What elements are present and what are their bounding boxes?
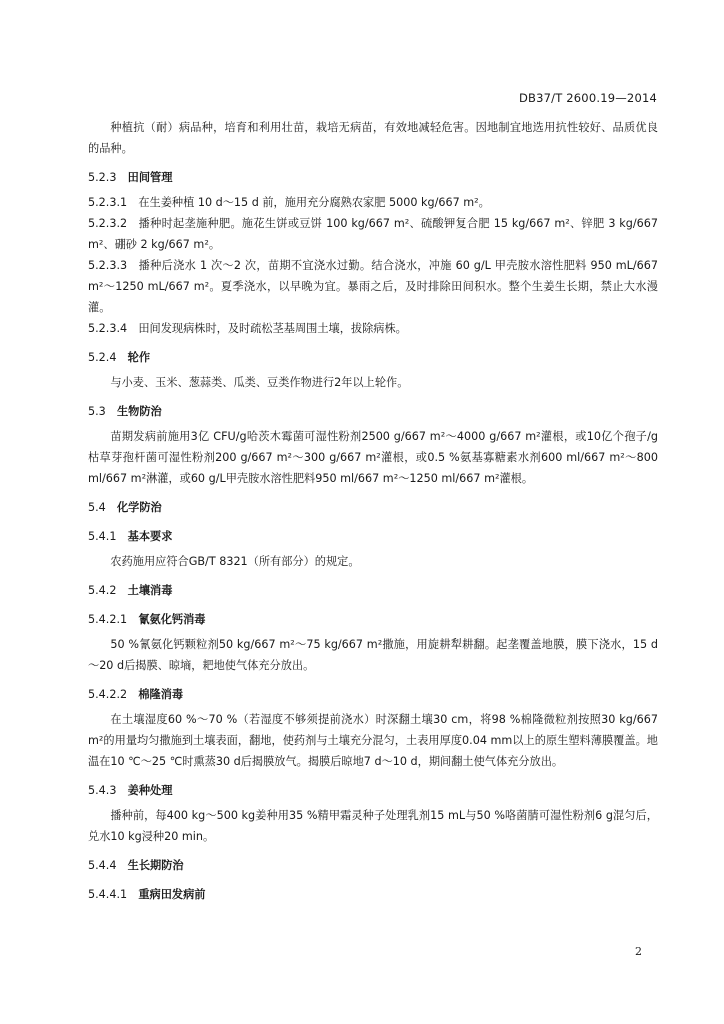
section-heading — [88, 609, 658, 630]
clause-text: 在生姜种植 10 d～15 d 前，施用充分腐熟农家肥 5000 kg/667 m²。 — [138, 196, 490, 209]
section-title: 氰氨化钙消毒 — [138, 613, 206, 626]
clause-text: 田间发现病株时，及时疏松茎基周围土壤，拔除病株。 — [138, 322, 407, 335]
section-title: 基本要求 — [127, 530, 173, 543]
section-number: 5.4.2.2 — [88, 688, 128, 701]
section-heading — [88, 347, 658, 368]
section-number: 5.4.3 — [88, 784, 117, 797]
section-title: 土壤消毒 — [127, 584, 173, 597]
document-body — [88, 117, 658, 909]
section-heading — [88, 780, 658, 801]
clause-number: 5.2.3.2 — [88, 217, 128, 230]
section-title: 生长期防治 — [127, 859, 184, 872]
body-paragraph: 与小麦、玉米、葱蒜类、瓜类、豆类作物进行2年以上轮作。 — [110, 376, 409, 389]
numbered-clause — [88, 255, 658, 318]
section-heading — [88, 684, 658, 705]
section-heading — [88, 497, 658, 518]
body-paragraph: 农药施用应符合GB/T 8321（所有部分）的规定。 — [110, 555, 360, 568]
clause-text: 播种后浇水 1 次～2 次，苗期不宜浇水过勤。结合浇水，冲施 60 g/L 甲壳胺水溶性肥料 950 mL/667 m²～1250 mL/667 m²。夏季浇水，以早晚为宜。暴雨之后，及时排除田间积水。整个生姜生长期，禁止大水漫灌。 — [88, 259, 658, 314]
section-number: 5.4.4 — [88, 859, 117, 872]
section-number: 5.3 — [88, 405, 106, 418]
section-title: 棉隆消毒 — [138, 688, 184, 701]
body-paragraph: 播种前，每400 kg～500 kg姜种用35 %精甲霜灵种子处理乳剂15 mL与50 %咯菌腈可湿性粉剂6 g混匀后，兑水10 kg浸种20 min。 — [88, 809, 658, 843]
page-number: 2 — [635, 945, 642, 958]
section-heading — [88, 884, 658, 905]
section-heading — [88, 401, 658, 422]
section-title: 田间管理 — [127, 171, 173, 184]
numbered-clause — [88, 192, 658, 213]
section-title: 化学防治 — [116, 501, 162, 514]
section-heading — [88, 167, 658, 188]
section-heading — [88, 526, 658, 547]
section-title: 生物防治 — [116, 405, 162, 418]
section-number: 5.4.2 — [88, 584, 117, 597]
section-number: 5.4 — [88, 501, 106, 514]
clause-text: 播种时起垄施种肥。施花生饼或豆饼 100 kg/667 m²、硫酸钾复合肥 15 kg/667 m²、锌肥 3 kg/667 m²、硼砂 2 kg/667 m²。 — [88, 217, 658, 251]
body-paragraph: 苗期发病前施用3亿 CFU/g哈茨木霉菌可湿性粉剂2500 g/667 m²～4000 g/667 m²灌根，或10亿个孢子/g枯草芽孢杆菌可湿性粉剂200 g/667 m²～300 g/667 m²灌根，或0.5 %氨基寡糖素水剂600 ml/667 m²～800 ml/667 m²淋灌，或60 g/L甲壳胺水溶性肥料950 ml/667 m²～1250 ml/667 m²灌根。 — [88, 430, 658, 485]
section-number: 5.2.3 — [88, 171, 117, 184]
body-paragraph: 50 %氰氨化钙颗粒剂50 kg/667 m²～75 kg/667 m²撒施，用旋耕犁耕翻。起垄覆盖地膜，膜下浇水，15 d～20 d后揭膜、晾墒，耙地使气体充分放出。 — [88, 638, 658, 672]
section-number: 5.2.4 — [88, 351, 117, 364]
body-paragraph: 种植抗（耐）病品种，培育和利用壮苗，栽培无病苗，有效地减轻危害。因地制宜地选用抗性较好、品质优良的品种。 — [88, 121, 658, 155]
numbered-clause — [88, 213, 658, 255]
section-title: 姜种处理 — [127, 784, 173, 797]
section-number: 5.4.2.1 — [88, 613, 128, 626]
document-code: DB37/T 2600.19—2014 — [518, 91, 657, 105]
clause-number: 5.2.3.4 — [88, 322, 128, 335]
section-heading — [88, 580, 658, 601]
section-number: 5.4.1 — [88, 530, 117, 543]
section-title: 重病田发病前 — [138, 888, 206, 901]
clause-number: 5.2.3.3 — [88, 259, 128, 272]
section-title: 轮作 — [127, 351, 151, 364]
clause-number: 5.2.3.1 — [88, 196, 128, 209]
body-paragraph: 在土壤湿度60 %～70 %（若湿度不够须提前浇水）时深翻土壤30 cm，将98 %棉隆微粒剂按照30 kg/667 m²的用量均匀撒施到土壤表面，翻地，使药剂与土壤充分混匀，土表用厚度0.04 mm以上的原生塑料薄膜覆盖。地温在10 ℃～25 ℃时熏蒸30 d后揭膜放气。揭膜后晾地7 d～10 d，期间翻土使气体充分放出。 — [88, 713, 658, 768]
numbered-clause — [88, 318, 658, 339]
section-number: 5.4.4.1 — [88, 888, 128, 901]
section-heading — [88, 855, 658, 876]
